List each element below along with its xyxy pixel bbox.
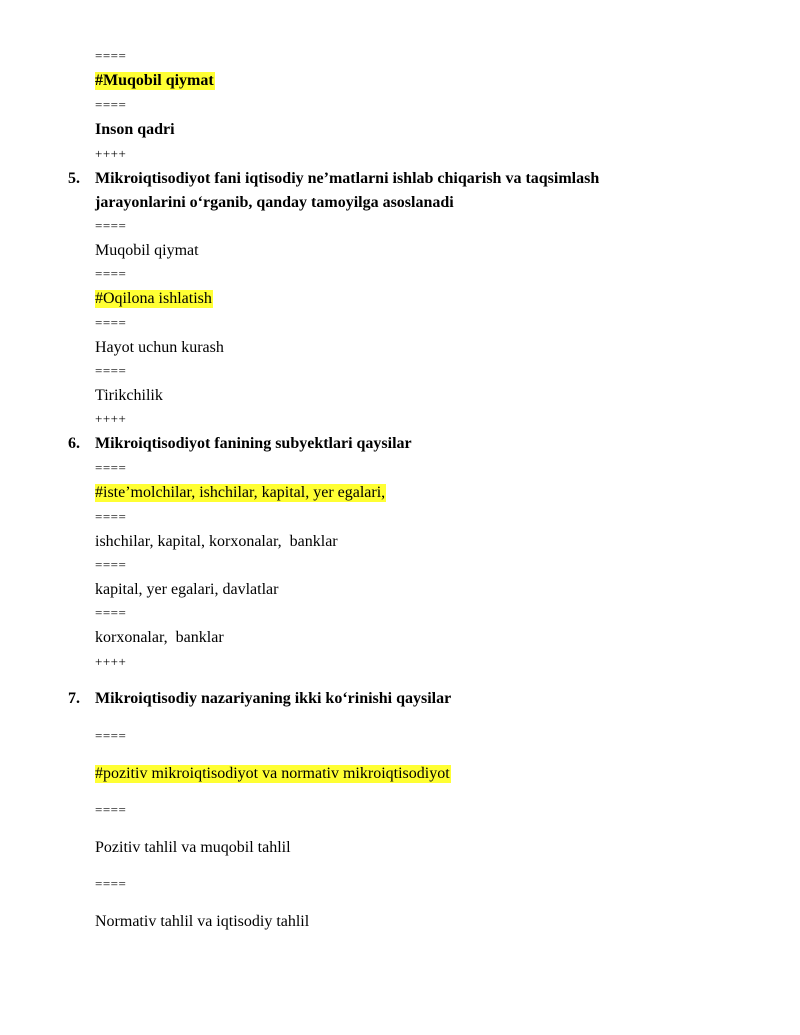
separator: ==== xyxy=(95,48,127,63)
separator: ==== xyxy=(95,363,127,378)
answer-option: Hayot uchun kurash xyxy=(95,339,224,356)
terminator: ++++ xyxy=(95,146,127,161)
answer-option: ishchilar, kapital, korxonalar, banklar xyxy=(95,533,338,550)
answer-option: korxonalar, banklar xyxy=(95,629,224,646)
correct-answer xyxy=(95,483,386,503)
separator: ==== xyxy=(95,557,127,572)
separator: ==== xyxy=(95,315,127,330)
terminator: ++++ xyxy=(95,654,127,669)
question-text: Mikroiqtisodiyot fani iqtisodiy ne’matlarni ishlab chiqarish va taqsimlash xyxy=(95,170,600,187)
correct-answer xyxy=(95,289,213,309)
answer-option: Pozitiv tahlil va muqobil tahlil xyxy=(95,839,291,856)
question-text: Mikroiqtisodiyot fanining subyektlari qaysilar xyxy=(95,435,412,452)
question-number: 6. xyxy=(68,435,80,452)
answer-option: Inson qadri xyxy=(95,121,175,138)
answer-highlight: #Oqilona ishlatish xyxy=(95,290,212,307)
question-text: jarayonlarini o‘rganib, qanday tamoyilga asoslanadi xyxy=(95,194,454,211)
answer-option: Muqobil qiymat xyxy=(95,242,199,259)
separator: ==== xyxy=(95,218,127,233)
separator: ==== xyxy=(95,509,127,524)
answer-highlight: #iste’molchilar, ishchilar, kapital, yer egalari, xyxy=(95,484,386,501)
answer-option: Tirikchilik xyxy=(95,387,163,404)
answer-highlight: #pozitiv mikroiqtisodiyot va normativ mikroiqtisodiyot xyxy=(95,765,450,782)
separator: ==== xyxy=(95,266,127,281)
question-number: 5. xyxy=(68,170,80,187)
correct-answer xyxy=(95,71,215,91)
question-text: Mikroiqtisodiy nazariyaning ikki ko‘rinishi qaysilar xyxy=(95,690,452,707)
separator: ==== xyxy=(95,605,127,620)
answer-option: kapital, yer egalari, davlatlar xyxy=(95,581,279,598)
separator: ==== xyxy=(95,802,127,817)
correct-answer xyxy=(95,764,451,784)
question-number: 7. xyxy=(68,690,80,707)
terminator: ++++ xyxy=(95,411,127,426)
answer-option: Normativ tahlil va iqtisodiy tahlil xyxy=(95,913,310,930)
separator: ==== xyxy=(95,460,127,475)
separator: ==== xyxy=(95,97,127,112)
separator: ==== xyxy=(95,876,127,891)
answer-highlight: #Muqobil qiymat xyxy=(95,72,214,89)
separator: ==== xyxy=(95,728,127,743)
